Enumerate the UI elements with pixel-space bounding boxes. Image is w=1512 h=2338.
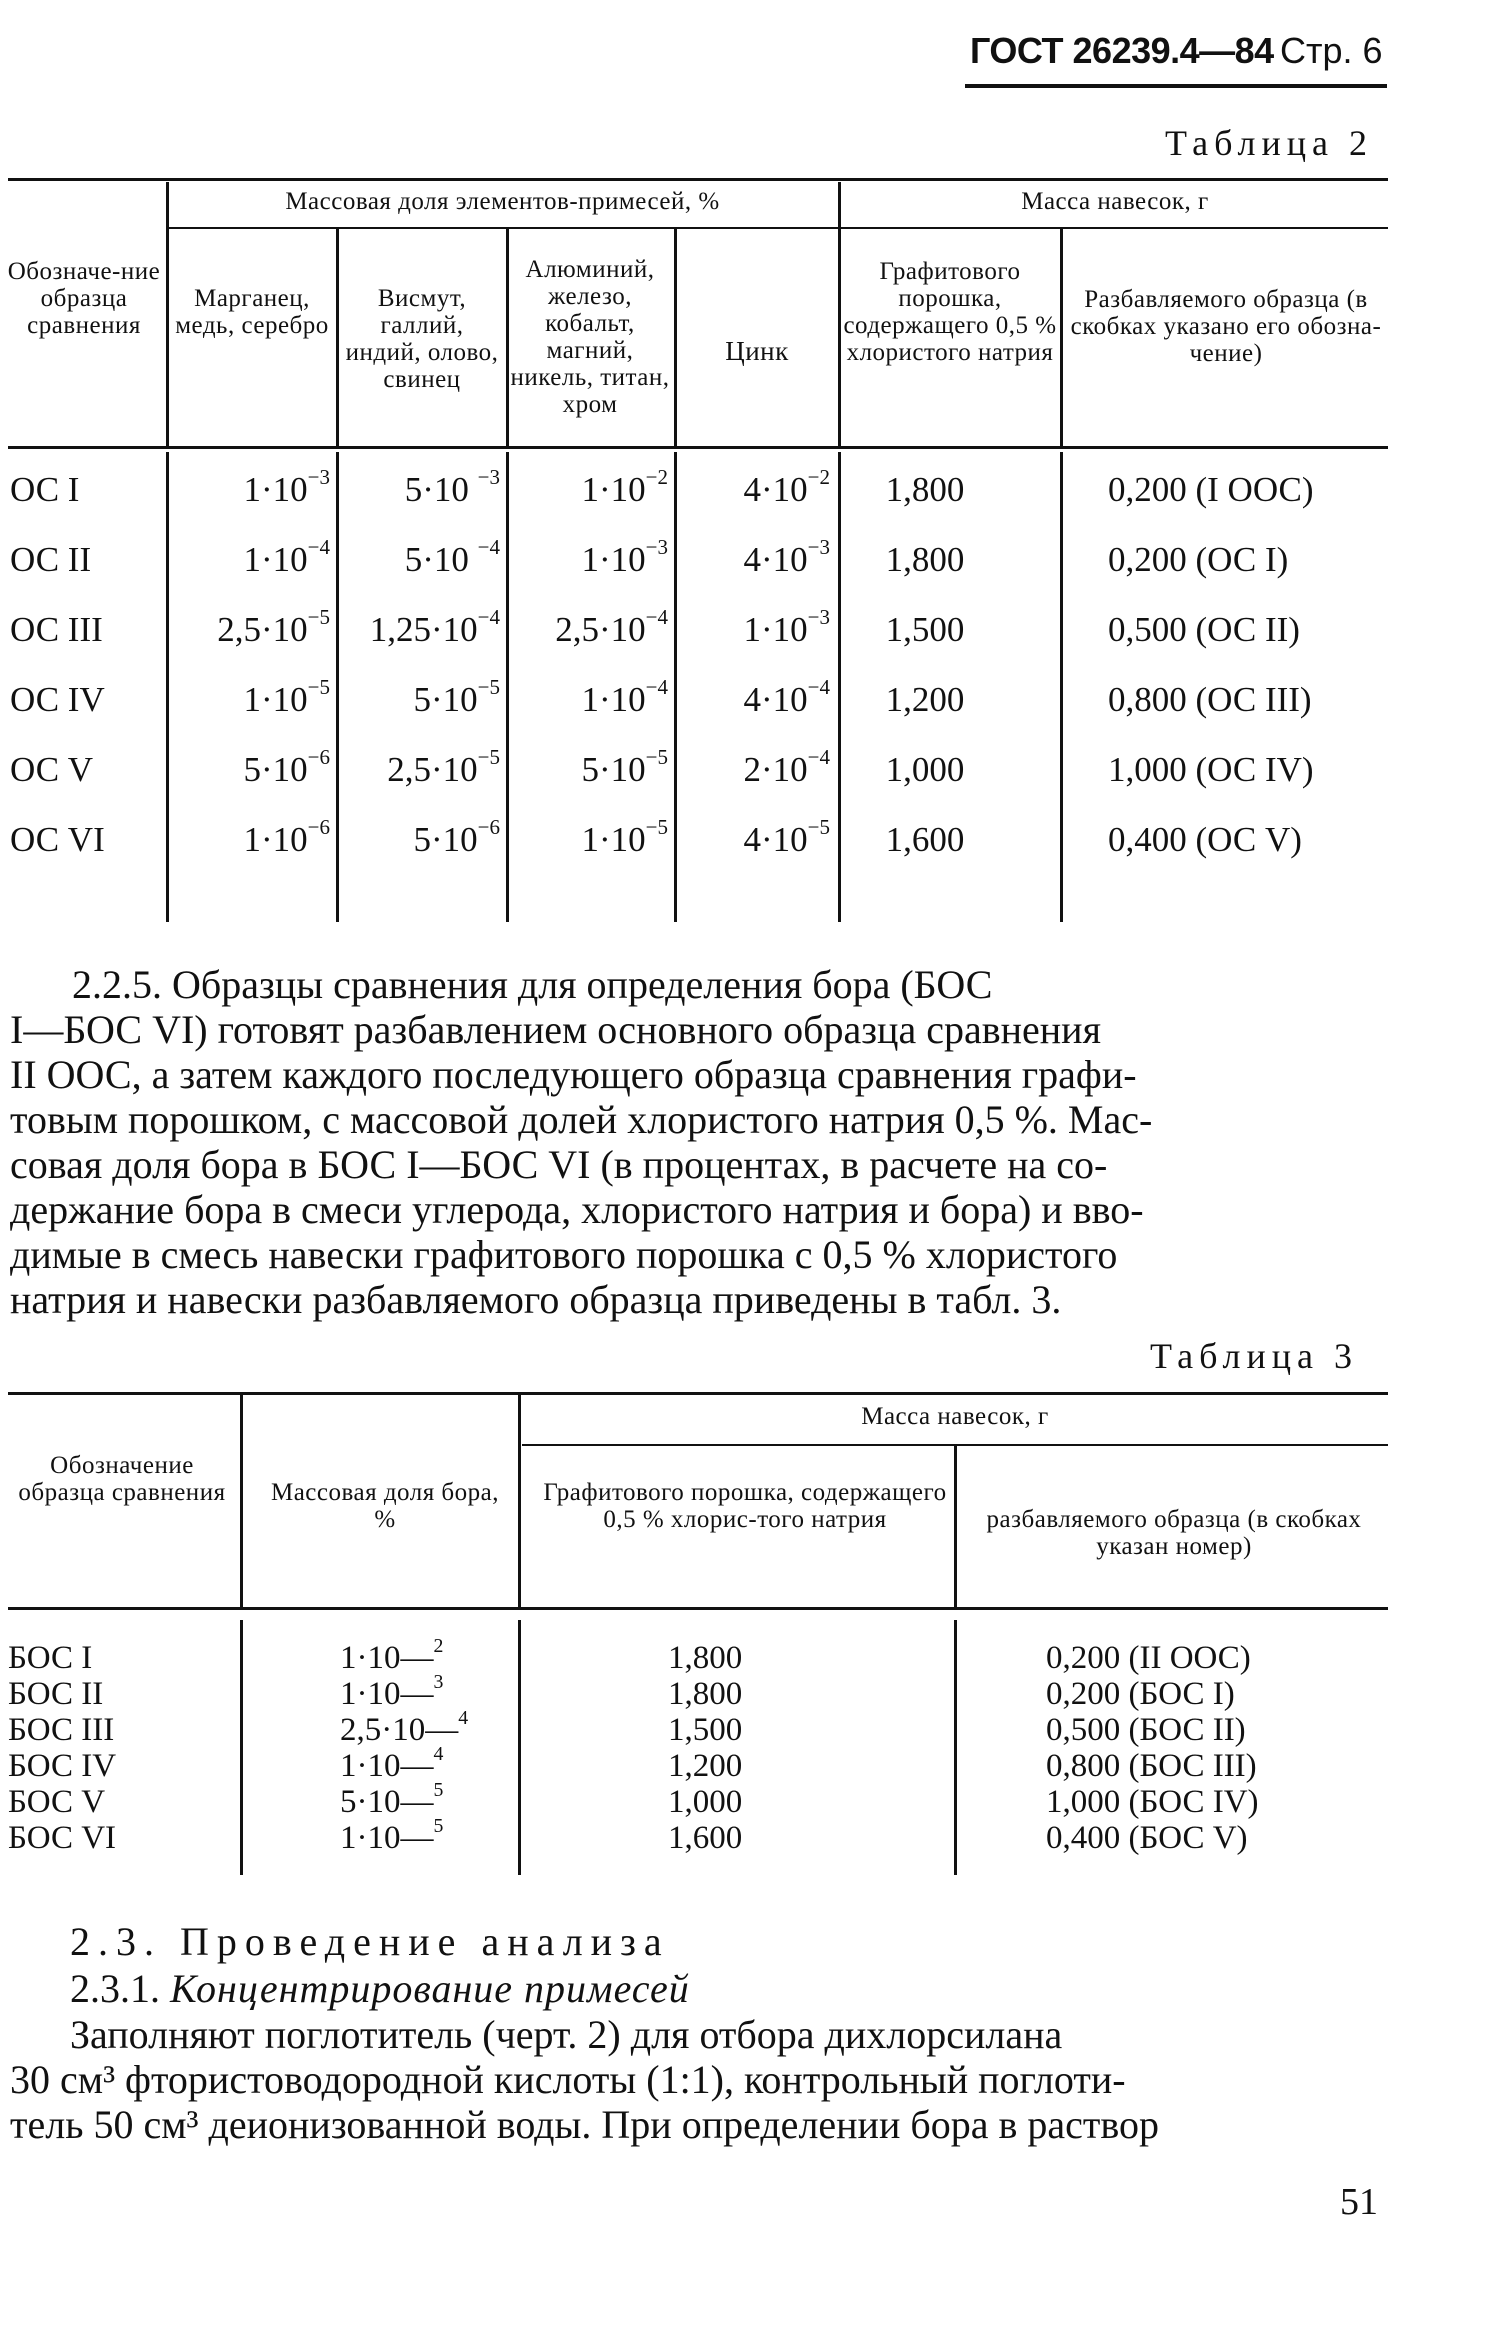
document-code: ГОСТ 26239.4—84 bbox=[970, 30, 1274, 71]
table2-col-sample: Обозначе-ние образца сравнения bbox=[7, 258, 161, 339]
mn-value bbox=[170, 675, 330, 720]
table3-col-boron: Массовая доля бора, % bbox=[270, 1479, 500, 1533]
diluted-sample: 1,000 (ОС IV) bbox=[1108, 750, 1314, 789]
zn-value-exponent: −4 bbox=[807, 675, 830, 700]
table3-group-masses: Масса навесок, г bbox=[861, 1403, 1049, 1430]
bi-value-exponent: −4 bbox=[477, 535, 500, 560]
boron-fraction-mantissa: 1·10— bbox=[340, 1640, 434, 1676]
zn-value-exponent: −4 bbox=[807, 745, 830, 770]
zn-value-exponent: −3 bbox=[807, 535, 830, 560]
page-number: 51 bbox=[1340, 2181, 1378, 2223]
al-value-mantissa: 5·10 bbox=[581, 750, 646, 789]
boron-fraction-exponent: 4 bbox=[433, 1743, 444, 1766]
table2-col-mn: Марганец, медь, серебро bbox=[175, 285, 329, 339]
table2-vline bbox=[838, 452, 841, 922]
table3-vline bbox=[954, 1446, 957, 1607]
bi-value-exponent: −3 bbox=[477, 465, 500, 490]
al-value bbox=[510, 605, 668, 650]
boron-fraction-exponent: 4 bbox=[458, 1707, 469, 1730]
graphite-mass: 1,800 bbox=[885, 470, 965, 509]
mn-value bbox=[170, 465, 330, 510]
table2-vline bbox=[1060, 452, 1063, 922]
boron-fraction-exponent: 2 bbox=[433, 1635, 444, 1658]
table2-vline bbox=[336, 452, 339, 922]
paragraph-line: 2.2.5. Образцы сравнения для определения бора (БОС bbox=[72, 962, 993, 1007]
boron-sample-label: БОС IV bbox=[8, 1748, 117, 1784]
bi-value-mantissa: 5·10 bbox=[413, 680, 478, 719]
sample-label: ОС V bbox=[10, 750, 94, 789]
diluted-sample: 0,400 (ОС V) bbox=[1108, 820, 1302, 859]
bi-value-exponent: −5 bbox=[477, 675, 500, 700]
al-value-exponent: −4 bbox=[645, 675, 668, 700]
section-2-3-title: 2.3. Проведение анализа bbox=[70, 1919, 670, 1964]
mn-value-exponent: −6 bbox=[307, 815, 330, 840]
mn-value-mantissa: 1·10 bbox=[243, 470, 308, 509]
graphite-mass: 1,600 bbox=[885, 820, 965, 859]
boron-fraction-exponent: 5 bbox=[433, 1815, 444, 1838]
graphite-mass: 1,000 bbox=[885, 750, 965, 789]
table3-vline bbox=[954, 1620, 957, 1875]
mn-value-mantissa: 1·10 bbox=[243, 540, 308, 579]
diluted-sample: 0,500 (ОС II) bbox=[1108, 610, 1300, 649]
boron-fraction bbox=[340, 1743, 444, 1784]
boron-fraction-exponent: 3 bbox=[433, 1671, 444, 1694]
bi-value bbox=[340, 605, 500, 650]
table2-vline bbox=[506, 452, 509, 922]
bi-value-exponent: −4 bbox=[477, 605, 500, 630]
mn-value-mantissa: 1·10 bbox=[243, 820, 308, 859]
paragraph-2-2-5 bbox=[10, 962, 1390, 1322]
sample-label: ОС IV bbox=[10, 680, 105, 719]
al-value-exponent: −3 bbox=[645, 535, 668, 560]
paragraph-line: совая доля бора в БОС I—БОС VI (в процентах, в расчете на со- bbox=[10, 1142, 1108, 1187]
graphite-mass: 1,800 bbox=[885, 540, 965, 579]
diluted-sample: 0,200 (II ООС) bbox=[1046, 1640, 1251, 1676]
boron-sample-label: БОС VI bbox=[8, 1820, 117, 1856]
zn-value bbox=[678, 675, 830, 720]
diluted-sample: 0,500 (БОС II) bbox=[1046, 1712, 1246, 1748]
paragraph-2-3-1 bbox=[10, 2012, 1390, 2147]
al-value-mantissa: 2,5·10 bbox=[555, 610, 646, 649]
zn-value-exponent: −5 bbox=[807, 815, 830, 840]
bi-value bbox=[340, 675, 500, 720]
boron-sample-label: БОС III bbox=[8, 1712, 115, 1748]
table3-col-diluted: разбавляемого образца (в скобках указан номер) bbox=[986, 1506, 1362, 1560]
paragraph-line: 30 см³ фтористоводородной кислоты (1:1), контрольный поглоти- bbox=[10, 2057, 1126, 2102]
table2-vline bbox=[166, 182, 169, 446]
graphite-mass: 1,500 bbox=[885, 610, 965, 649]
graphite-mass: 1,800 bbox=[668, 1640, 743, 1676]
boron-fraction bbox=[340, 1815, 444, 1856]
mn-value-exponent: −4 bbox=[307, 535, 330, 560]
table2-vline bbox=[1060, 229, 1063, 446]
graphite-mass: 1,200 bbox=[885, 680, 965, 719]
mn-value-exponent: −6 bbox=[307, 745, 330, 770]
mn-value bbox=[170, 745, 330, 790]
paragraph-line: I—БОС VI) готовят разбавлением основного образца сравнения bbox=[10, 1007, 1101, 1052]
sample-label: ОС III bbox=[10, 610, 103, 649]
mn-value-mantissa: 2,5·10 bbox=[217, 610, 308, 649]
diluted-sample: 1,000 (БОС IV) bbox=[1046, 1784, 1259, 1820]
zn-value-exponent: −3 bbox=[807, 605, 830, 630]
boron-fraction bbox=[340, 1671, 444, 1712]
bi-value bbox=[340, 745, 500, 790]
boron-fraction bbox=[340, 1707, 469, 1748]
boron-sample-label: БОС I bbox=[8, 1640, 93, 1676]
table2-col-bi: Висмут, галлий, индий, олово, свинец bbox=[345, 285, 499, 393]
table2-vline bbox=[674, 229, 677, 446]
mn-value-exponent: −3 bbox=[307, 465, 330, 490]
boron-sample-label: БОС II bbox=[8, 1676, 104, 1712]
al-value bbox=[510, 815, 668, 860]
table3-header-rule bbox=[8, 1607, 1388, 1610]
table3-vline bbox=[240, 1620, 243, 1875]
table2-vline bbox=[838, 182, 841, 446]
table3-vline bbox=[518, 1620, 521, 1875]
zn-value bbox=[678, 745, 830, 790]
subsection-title: Концентрирование примесей bbox=[170, 1966, 690, 2011]
table2-caption: Таблица 2 bbox=[1165, 123, 1373, 163]
al-value-exponent: −2 bbox=[645, 465, 668, 490]
zn-value bbox=[678, 815, 830, 860]
graphite-mass: 1,200 bbox=[668, 1748, 743, 1784]
sample-label: ОС II bbox=[10, 540, 92, 579]
mn-value bbox=[170, 535, 330, 580]
diluted-sample: 0,400 (БОС V) bbox=[1046, 1820, 1248, 1856]
table2-header-rule bbox=[8, 446, 1388, 449]
paragraph-line: димые в смесь навески графитового порошка с 0,5 % хлористого bbox=[10, 1232, 1118, 1277]
al-value-mantissa: 1·10 bbox=[581, 470, 646, 509]
bi-value-mantissa: 2,5·10 bbox=[387, 750, 478, 789]
zn-value-mantissa: 4·10 bbox=[743, 680, 808, 719]
al-value bbox=[510, 675, 668, 720]
table2-vline bbox=[336, 229, 339, 446]
diluted-sample: 0,800 (ОС III) bbox=[1108, 680, 1312, 719]
boron-sample-label: БОС V bbox=[8, 1784, 106, 1820]
boron-fraction-mantissa: 2,5·10— bbox=[340, 1712, 459, 1748]
mn-value-mantissa: 5·10 bbox=[243, 750, 308, 789]
bi-value bbox=[340, 535, 500, 580]
table2-col-graphite: Графитового порошка, содержащего 0,5 % хлористого натрия bbox=[843, 258, 1057, 366]
boron-fraction bbox=[340, 1779, 444, 1820]
section-2-3-1-heading bbox=[70, 1965, 690, 2012]
al-value-exponent: −5 bbox=[645, 815, 668, 840]
table2-group-mass-fraction: Массовая доля элементов-примесей, % bbox=[285, 188, 720, 215]
page-label: Стр. 6 bbox=[1280, 30, 1383, 71]
paragraph-line: II ООС, а затем каждого последующего образца сравнения графи- bbox=[10, 1052, 1137, 1097]
zn-value-mantissa: 4·10 bbox=[743, 470, 808, 509]
table3-col-graphite: Графитового порошка, содержащего 0,5 % хлорис-того натрия bbox=[543, 1479, 947, 1533]
table2-group-masses: Масса навесок, г bbox=[1021, 188, 1209, 215]
zn-value-mantissa: 4·10 bbox=[743, 820, 808, 859]
sample-label: ОС VI bbox=[10, 820, 105, 859]
al-value-exponent: −4 bbox=[645, 605, 668, 630]
mn-value-exponent: −5 bbox=[307, 675, 330, 700]
paragraph-line: держание бора в смеси углерода, хлористого натрия и бора) и вво- bbox=[10, 1187, 1144, 1232]
zn-value-exponent: −2 bbox=[807, 465, 830, 490]
boron-fraction-exponent: 5 bbox=[433, 1779, 444, 1802]
bi-value-mantissa: 5·10 bbox=[404, 470, 478, 509]
table2-col-diluted: Разбавляемого образца (в скобках указано его обозна-чение) bbox=[1070, 286, 1382, 367]
bi-value-exponent: −5 bbox=[477, 745, 500, 770]
mn-value-exponent: −5 bbox=[307, 605, 330, 630]
table3-vline bbox=[518, 1395, 521, 1607]
diluted-sample: 0,200 (ОС I) bbox=[1108, 540, 1289, 579]
al-value-mantissa: 1·10 bbox=[581, 820, 646, 859]
mn-value bbox=[170, 605, 330, 650]
header-underline bbox=[965, 84, 1387, 88]
table2-group-rule bbox=[168, 227, 1388, 229]
mn-value bbox=[170, 815, 330, 860]
graphite-mass: 1,800 bbox=[668, 1676, 743, 1712]
graphite-mass: 1,000 bbox=[668, 1784, 743, 1820]
al-value bbox=[510, 745, 668, 790]
boron-fraction bbox=[340, 1635, 444, 1676]
table2-vline bbox=[166, 452, 169, 922]
zn-value bbox=[678, 605, 830, 650]
table3-vline bbox=[240, 1395, 243, 1607]
sample-label: ОС I bbox=[10, 470, 80, 509]
boron-fraction-mantissa: 1·10— bbox=[340, 1748, 434, 1784]
table3-caption: Таблица 3 bbox=[1150, 1336, 1358, 1376]
mn-value-mantissa: 1·10 bbox=[243, 680, 308, 719]
zn-value-mantissa: 1·10 bbox=[743, 610, 808, 649]
diluted-sample: 0,200 (БОС I) bbox=[1046, 1676, 1235, 1712]
table3-top-rule bbox=[8, 1392, 1388, 1395]
bi-value-exponent: −6 bbox=[477, 815, 500, 840]
table2-top-rule bbox=[8, 178, 1388, 181]
al-value bbox=[510, 535, 668, 580]
paragraph-line: товым порошком, с массовой долей хлористого натрия 0,5 %. Мас- bbox=[10, 1097, 1153, 1142]
bi-value-mantissa: 5·10 bbox=[413, 820, 478, 859]
bi-value-mantissa: 1,25·10 bbox=[369, 610, 478, 649]
zn-value-mantissa: 4·10 bbox=[743, 540, 808, 579]
al-value bbox=[510, 465, 668, 510]
table2-col-al: Алюминий, железо, кобальт, магний, никель, титан, хром bbox=[510, 256, 670, 418]
boron-fraction-mantissa: 1·10— bbox=[340, 1820, 434, 1856]
zn-value bbox=[678, 535, 830, 580]
boron-fraction-mantissa: 5·10— bbox=[340, 1784, 434, 1820]
al-value-mantissa: 1·10 bbox=[581, 540, 646, 579]
table2-vline bbox=[674, 452, 677, 922]
graphite-mass: 1,600 bbox=[668, 1820, 743, 1856]
subsection-number: 2.3.1. bbox=[70, 1966, 160, 2011]
diluted-sample: 0,800 (БОС III) bbox=[1046, 1748, 1257, 1784]
boron-fraction-mantissa: 1·10— bbox=[340, 1676, 434, 1712]
paragraph-line: тель 50 см³ деионизованной воды. При определении бора в раствор bbox=[10, 2102, 1159, 2147]
graphite-mass: 1,500 bbox=[668, 1712, 743, 1748]
table3-col-sample: Обозначение образца сравнения bbox=[18, 1452, 226, 1506]
table2-col-zn: Цинк bbox=[725, 336, 789, 366]
bi-value-mantissa: 5·10 bbox=[404, 540, 478, 579]
al-value-mantissa: 1·10 bbox=[581, 680, 646, 719]
zn-value-mantissa: 2·10 bbox=[743, 750, 808, 789]
bi-value bbox=[340, 815, 500, 860]
paragraph-line: Заполняют поглотитель (черт. 2) для отбора дихлорсилана bbox=[70, 2012, 1063, 2057]
zn-value bbox=[678, 465, 830, 510]
al-value-exponent: −5 bbox=[645, 745, 668, 770]
diluted-sample: 0,200 (I ООС) bbox=[1108, 470, 1314, 509]
bi-value bbox=[340, 465, 500, 510]
paragraph-line: натрия и навески разбавляемого образца приведены в табл. 3. bbox=[10, 1277, 1062, 1322]
